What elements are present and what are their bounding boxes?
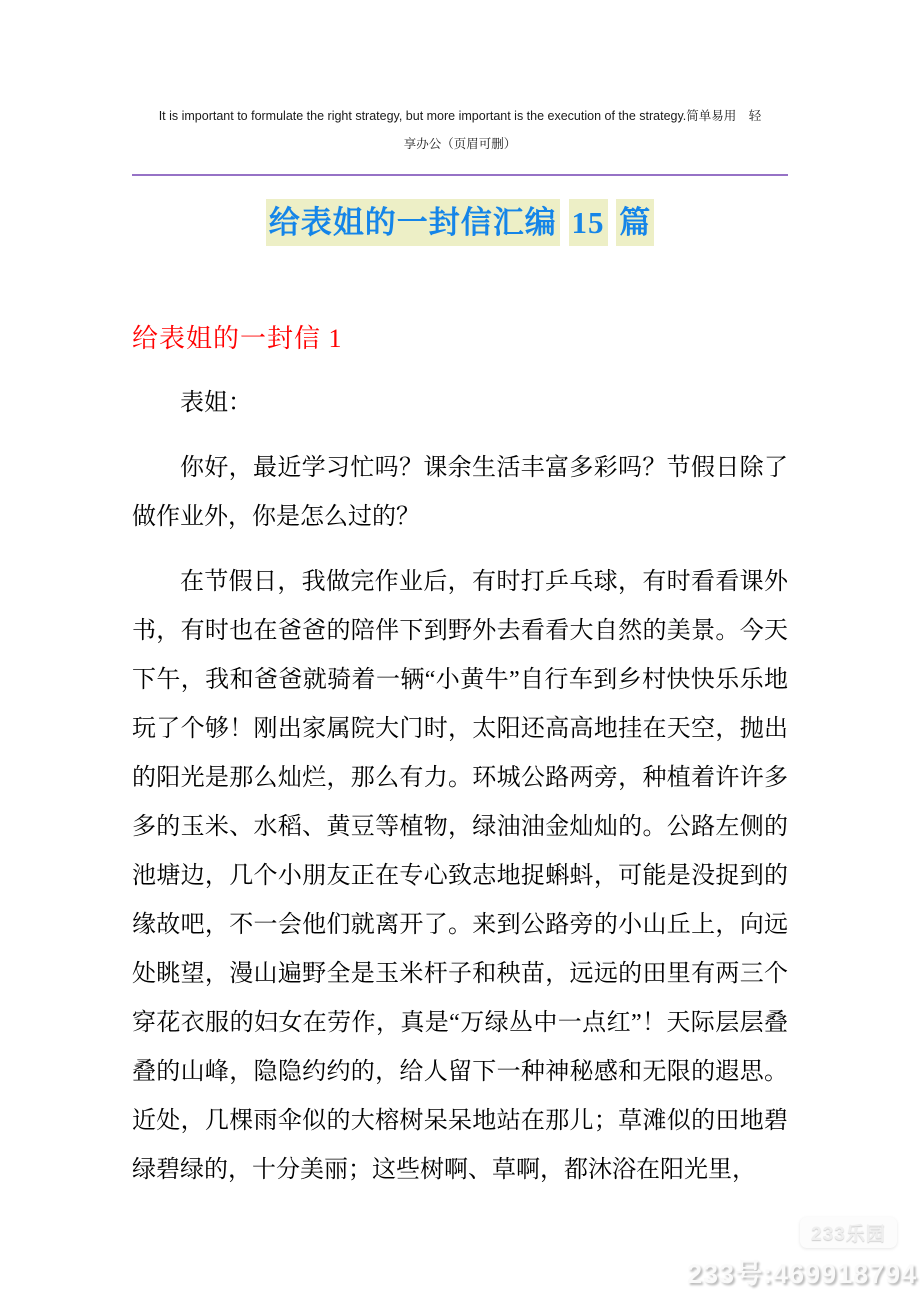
section-heading: 给表姐的一封信 1 (132, 324, 343, 353)
watermark-id-text: 233号:469918794 (687, 1259, 918, 1289)
letter-body (132, 379, 788, 1195)
letter-salutation: 表姐： (180, 390, 252, 416)
title-count-highlighted: 15 (569, 199, 608, 246)
header-divider-line (132, 174, 788, 176)
letter-paragraph: 你好，最近学习忙吗？课余生活丰富多彩吗？节假日除了做作业外，你是怎么过的？ (132, 455, 788, 530)
watermark-badge: 233乐园 (800, 1217, 897, 1248)
page-header (132, 0, 788, 158)
title-unit-highlighted: 篇 (616, 199, 654, 246)
letter-paragraph: 在节假日，我做完作业后，有时打乒乓球，有时看看课外书，有时也在爸爸的陪伴下到野外去看看大自然的美景。今天下午，我和爸爸就骑着一辆“小黄牛”自行车到乡村快快乐乐地玩了个够！刚出家属院大门时，太阳还高高地挂在天空，抛出的阳光是那么灿烂，那么有力。环城公路两旁，种植着许许多多的玉米、水稻、黄豆等植物，绿油油金灿灿的。公路左侧的池塘边，几个小朋友正在专心致志地捉蝌蚪，可能是没捉到的缘故吧，不一会他们就离开了。来到公路旁的小山丘上，向远处眺望，漫山遍野全是玉米杆子和秧苗，远远的田里有两三个穿花衣服的妇女在劳作，真是“万绿丛中一点红”！天际层层叠叠的山峰，隐隐约约的，给人留下一种神秘感和无限的遐思。近处，几棵雨伞似的大榕树呆呆地站在那儿；草滩似的田地碧绿碧绿的，十分美丽；这些树啊、草啊，都沐浴在阳光里， (132, 569, 788, 1183)
title-text-highlighted: 给表姐的一封信汇编 (266, 199, 560, 246)
document-title (132, 197, 788, 249)
header-line-1: It is important to formulate the right strategy, but more important is the execution of the strategy.简单易用 轻 (158, 109, 762, 123)
header-line-2: 享办公（页眉可删） (403, 137, 517, 151)
